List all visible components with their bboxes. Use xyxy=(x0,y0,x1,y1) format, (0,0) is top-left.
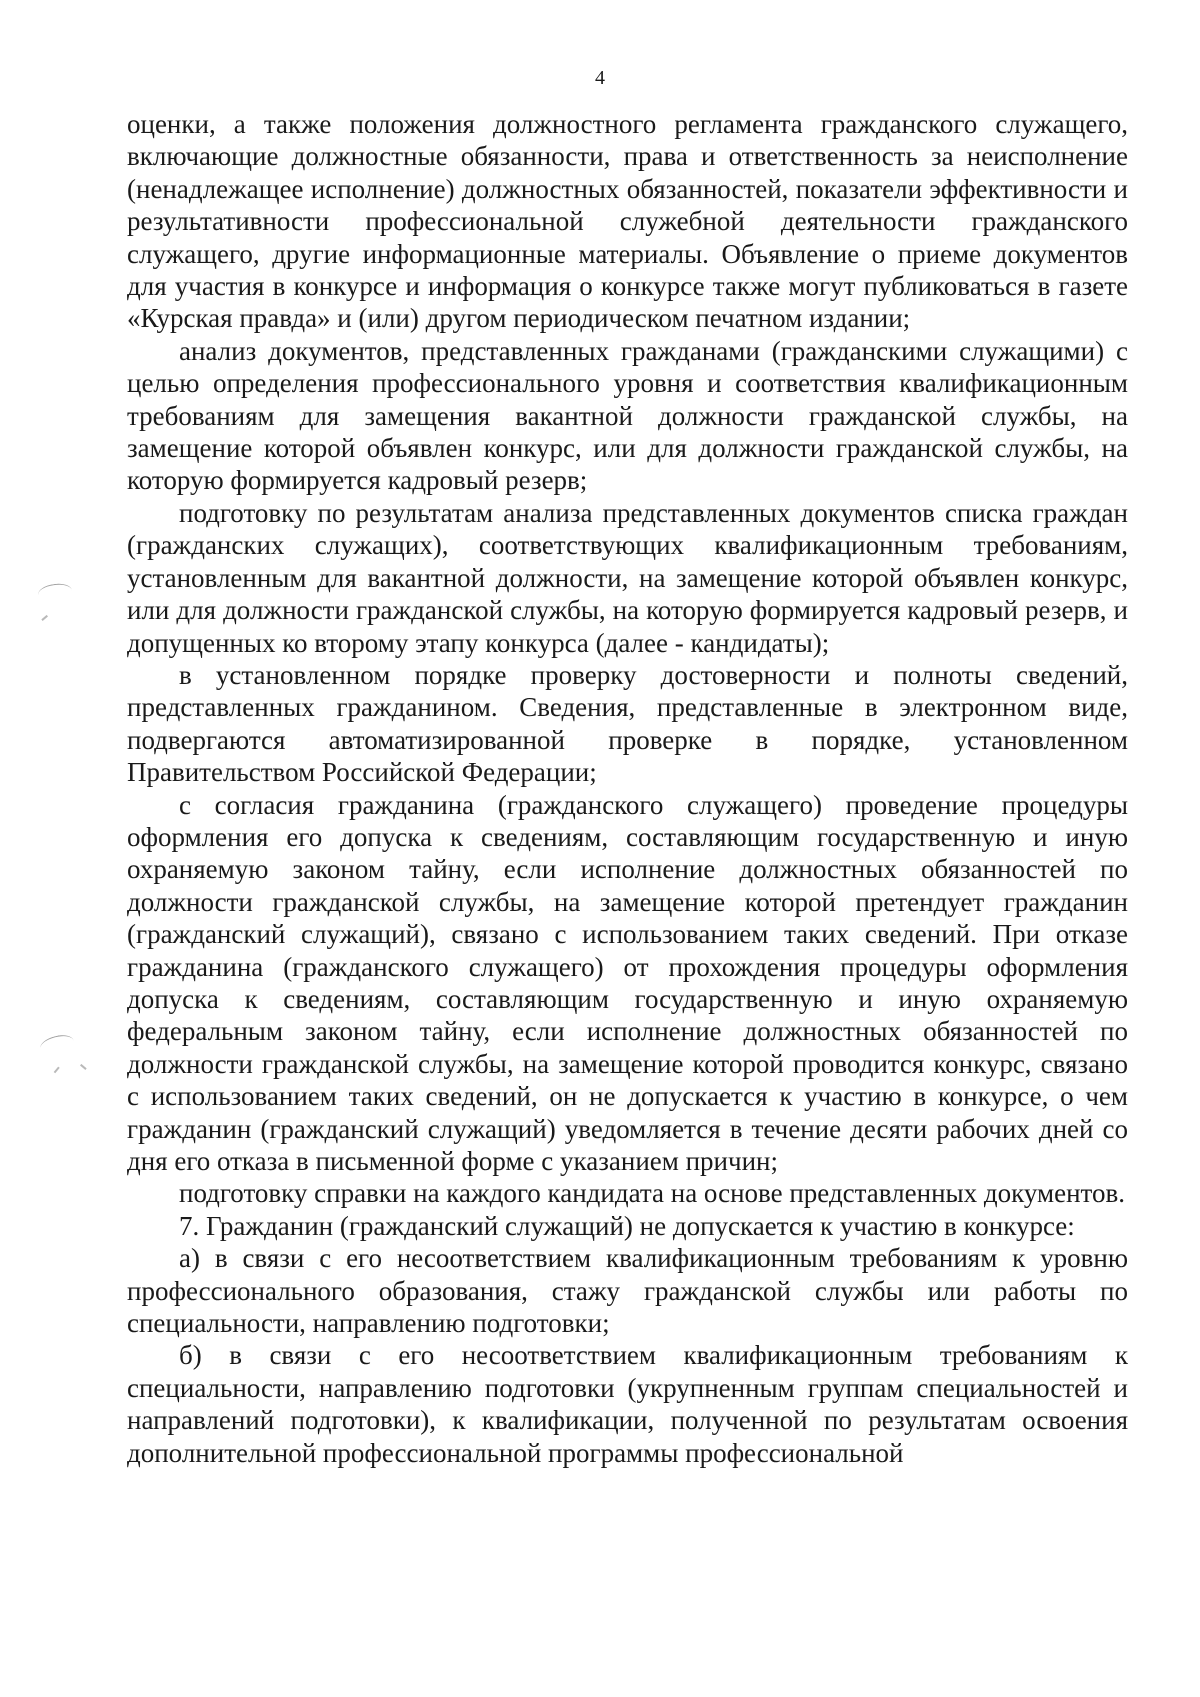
paragraph-verification: в установленном порядке проверку достоверности и полноты сведений, представленных гражданином. Сведения, представленные в электронном виде, подвергаются автоматизированной проверке в порядке, установленном Правительством Российской Федерации; xyxy=(127,659,1128,788)
margin-pencil-mark xyxy=(37,582,73,604)
paragraph-item-7b: б) в связи с его несоответствием квалификационным требованиям к специальности, направлению подготовки (укрупненным группам специальностей и направлений подготовки), к квалификации, полученной по результатам освоения дополнительной профессиональной программы профессиональной xyxy=(127,1340,1128,1468)
paragraph-document-analysis: анализ документов, представленных гражданами (гражданскими служащими) с целью определения профессионального уровня и соответствия квалификационным требованиям для замещения вакантной должности гражданской службы, на замещение которой объявлен конкурс, или для должности гражданской службы, на которую формируется кадровый резерв; xyxy=(127,335,1128,496)
paragraph-evaluation-materials: оценки, а также положения должностного регламента гражданского служащего, включающие должностные обязанности, права и ответственность за неисполнение (ненадлежащее исполнение) должностных обязанностей, показатели эффективности и результативности профессиональной служебной деятельности гражданского служащего, другие информационные материалы. Объявление о приеме документов для участия в конкурсе и информация о конкурсе также могут публиковаться в газете «Курская правда» и (или) другом периодическом печатном издании; xyxy=(127,109,1128,334)
margin-pencil-mark xyxy=(54,1067,60,1073)
paragraph-item-7a: а) в связи с его несоответствием квалификационным требованиям к уровню профессионального образования, стажу гражданской службы или работы по специальности, направлению подготовки; xyxy=(127,1243,1128,1339)
paragraph-candidate-list: подготовку по результатам анализа представленных документов списка граждан (гражданских служащих), соответствующих квалификационным требованиям, установленным для вакантной должности, на замещение которой объявлен конкурс, или для должности гражданской службы, на которую формируется кадровый резерв, и допущенных ко второму этапу конкурса (далее - кандидаты); xyxy=(127,497,1128,658)
page-number: 4 xyxy=(595,67,605,89)
paragraph-security-clearance: с согласия гражданина (гражданского служащего) проведение процедуры оформления его допуска к сведениям, составляющим государственную и иную охраняемую законом тайну, если исполнение должностных обязанностей по должности гражданской службы, на замещение которой претендует гражданин (гражданский служащий), связано с использованием таких сведений. При отказе гражданина (гражданского служащего) от прохождения процедуры оформления допуска к сведениям, составляющим государственную и иную охраняемую федеральным законом тайну, если исполнение должностных обязанностей по должности гражданской службы, на замещение которой проводится конкурс, связано с использованием таких сведений, он не допускается к участию в конкурсе, о чем гражданин (гражданский служащий) уведомляется в течение десяти рабочих дней со дня его отказа в письменной форме с указанием причин; xyxy=(127,789,1128,1176)
paragraph-candidate-reference: подготовку справки на каждого кандидата на основе представленных документов. xyxy=(179,1178,1125,1209)
margin-pencil-mark xyxy=(38,1032,75,1057)
paragraph-item-7: 7. Гражданин (гражданский служащий) не допускается к участию в конкурсе: xyxy=(179,1210,1075,1241)
margin-pencil-mark xyxy=(80,1064,86,1070)
margin-pencil-mark xyxy=(41,615,47,621)
document-body xyxy=(127,108,1128,1469)
